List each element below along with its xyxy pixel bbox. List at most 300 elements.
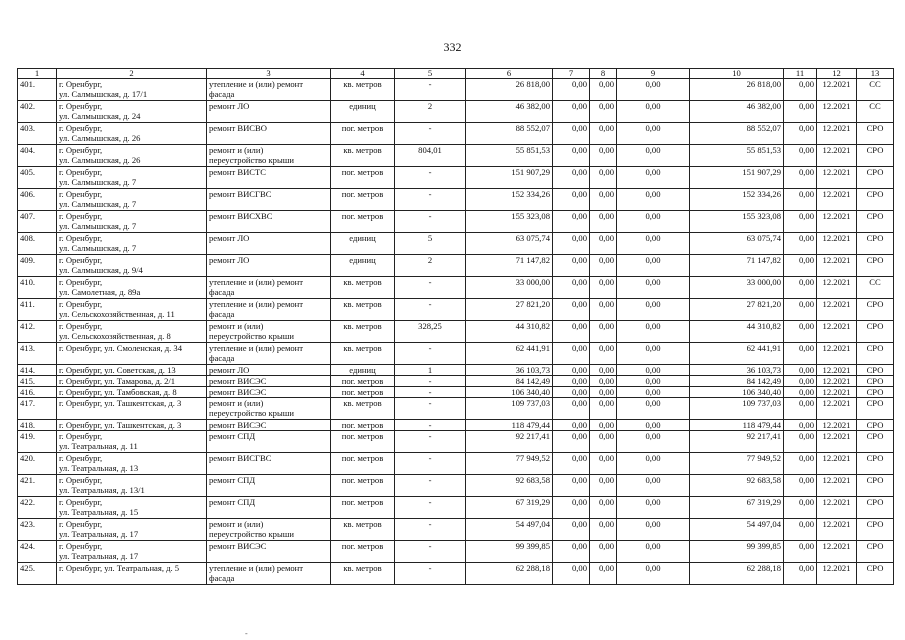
address-line: г. Оренбург, [59, 541, 103, 551]
fund-cell: 0,00 [553, 299, 590, 321]
unit-cell: кв. метров [331, 519, 395, 541]
address-line: г. Оренбург, [59, 453, 103, 463]
work-type-line: фасада [209, 287, 235, 297]
address-line: ул. Театральная, д. 11 [59, 441, 138, 451]
capital-repair-table [17, 68, 894, 585]
address-cell [57, 563, 207, 585]
row-number: 424. [18, 541, 57, 563]
address-cell [57, 343, 207, 365]
unit-cell: пог. метров [331, 189, 395, 211]
table-row [18, 101, 894, 123]
other-funds-cell: 0,00 [784, 376, 817, 387]
work-type-line: фасада [209, 353, 235, 363]
fund-cell: 0,00 [553, 167, 590, 189]
other-funds-cell: 0,00 [784, 145, 817, 167]
quantity-cell: - [395, 211, 466, 233]
fund-cell: 0,00 [617, 376, 690, 387]
fund-cell: 0,00 [617, 233, 690, 255]
fund-cell: 0,00 [590, 387, 617, 398]
other-funds-cell: 0,00 [784, 233, 817, 255]
table-row [18, 376, 894, 387]
column-number: 5 [395, 69, 466, 79]
owner-funds-cell: 118 479,44 [690, 420, 784, 431]
fund-cell: 0,00 [617, 497, 690, 519]
table-row [18, 277, 894, 299]
column-number: 13 [857, 69, 894, 79]
quantity-cell: - [395, 398, 466, 420]
table-row [18, 519, 894, 541]
owner-funds-cell: 84 142,49 [690, 376, 784, 387]
total-cost-cell: 92 683,58 [466, 475, 553, 497]
quantity-cell: - [395, 387, 466, 398]
row-number: 416. [18, 387, 57, 398]
fund-cell: 0,00 [553, 123, 590, 145]
address-line: г. Оренбург, [59, 431, 103, 441]
total-cost-cell: 46 382,00 [466, 101, 553, 123]
address-line: ул. Самолетная, д. 89а [59, 287, 141, 297]
address-cell [57, 475, 207, 497]
work-type-line: ремонт ВИСХВС [209, 211, 273, 221]
total-cost-cell: 92 217,41 [466, 431, 553, 453]
work-type-line: ремонт ВИСЭС [209, 387, 267, 397]
fund-cell: 0,00 [590, 398, 617, 420]
unit-cell: кв. метров [331, 321, 395, 343]
owner-funds-cell: 46 382,00 [690, 101, 784, 123]
period-cell: 12.2021 [817, 398, 857, 420]
table-row [18, 365, 894, 376]
method-cell: СС [857, 101, 894, 123]
row-number: 422. [18, 497, 57, 519]
work-type-line: ремонт ЛО [209, 255, 250, 265]
quantity-cell: - [395, 475, 466, 497]
row-number: 417. [18, 398, 57, 420]
other-funds-cell: 0,00 [784, 398, 817, 420]
work-type-cell [207, 233, 331, 255]
fund-cell: 0,00 [617, 145, 690, 167]
address-line: ул. Салмышская, д. 9/4 [59, 265, 143, 275]
fund-cell: 0,00 [553, 255, 590, 277]
unit-cell: пог. метров [331, 431, 395, 453]
quantity-cell: - [395, 343, 466, 365]
quantity-cell: 2 [395, 255, 466, 277]
fund-cell: 0,00 [590, 123, 617, 145]
column-number: 9 [617, 69, 690, 79]
period-cell: 12.2021 [817, 519, 857, 541]
work-type-cell [207, 211, 331, 233]
row-number: 409. [18, 255, 57, 277]
fund-cell: 0,00 [553, 277, 590, 299]
method-cell: СРО [857, 475, 894, 497]
other-funds-cell: 0,00 [784, 299, 817, 321]
fund-cell: 0,00 [553, 475, 590, 497]
other-funds-cell: 0,00 [784, 255, 817, 277]
fund-cell: 0,00 [590, 497, 617, 519]
table-row [18, 497, 894, 519]
period-cell: 12.2021 [817, 321, 857, 343]
fund-cell: 0,00 [590, 453, 617, 475]
period-cell: 12.2021 [817, 497, 857, 519]
address-line: ул. Театральная, д. 15 [59, 507, 139, 517]
address-line: г. Оренбург, [59, 519, 103, 529]
work-type-line: фасада [209, 309, 235, 319]
other-funds-cell: 0,00 [784, 431, 817, 453]
fund-cell: 0,00 [590, 145, 617, 167]
work-type-cell [207, 365, 331, 376]
address-line: ул. Салмышская, д. 26 [59, 155, 141, 165]
table-row [18, 387, 894, 398]
other-funds-cell: 0,00 [784, 277, 817, 299]
fund-cell: 0,00 [553, 145, 590, 167]
quantity-cell: - [395, 299, 466, 321]
fund-cell: 0,00 [590, 343, 617, 365]
table-row [18, 453, 894, 475]
address-line: ул. Театральная, д. 13 [59, 463, 139, 473]
table-row [18, 167, 894, 189]
row-number: 406. [18, 189, 57, 211]
unit-cell: пог. метров [331, 167, 395, 189]
address-cell [57, 145, 207, 167]
column-number: 4 [331, 69, 395, 79]
total-cost-cell: 44 310,82 [466, 321, 553, 343]
column-number: 12 [817, 69, 857, 79]
owner-funds-cell: 44 310,82 [690, 321, 784, 343]
total-cost-cell: 27 821,20 [466, 299, 553, 321]
address-line: г. Оренбург, ул. Театральная, д. 5 [59, 563, 180, 573]
fund-cell: 0,00 [553, 321, 590, 343]
work-type-cell [207, 541, 331, 563]
fund-cell: 0,00 [553, 233, 590, 255]
unit-cell: кв. метров [331, 343, 395, 365]
owner-funds-cell: 71 147,82 [690, 255, 784, 277]
owner-funds-cell: 151 907,29 [690, 167, 784, 189]
work-type-cell [207, 189, 331, 211]
quantity-cell: - [395, 123, 466, 145]
work-type-cell [207, 398, 331, 420]
address-cell [57, 431, 207, 453]
owner-funds-cell: 77 949,52 [690, 453, 784, 475]
work-type-line: ремонт ВИСВО [209, 123, 267, 133]
work-type-line: ремонт ЛО [209, 101, 250, 111]
row-number: 414. [18, 365, 57, 376]
work-type-cell [207, 321, 331, 343]
row-number: 415. [18, 376, 57, 387]
address-line: г. Оренбург, ул. Советская, д. 13 [59, 365, 176, 375]
work-type-line: ремонт ЛО [209, 365, 250, 375]
address-cell [57, 453, 207, 475]
address-line: г. Оренбург, [59, 277, 103, 287]
quantity-cell: - [395, 189, 466, 211]
period-cell: 12.2021 [817, 145, 857, 167]
address-line: ул. Сельскохозяйственная, д. 8 [59, 331, 171, 341]
row-number: 418. [18, 420, 57, 431]
method-cell: СРО [857, 365, 894, 376]
table-row [18, 211, 894, 233]
quantity-cell: - [395, 541, 466, 563]
address-line: ул. Салмышская, д. 24 [59, 111, 141, 121]
work-type-line: ремонт и (или) [209, 519, 264, 529]
unit-cell: пог. метров [331, 541, 395, 563]
other-funds-cell: 0,00 [784, 79, 817, 101]
method-cell: СРО [857, 398, 894, 420]
table-row [18, 233, 894, 255]
column-number: 10 [690, 69, 784, 79]
fund-cell: 0,00 [553, 211, 590, 233]
address-line: г. Оренбург, [59, 497, 103, 507]
column-number: 2 [57, 69, 207, 79]
fund-cell: 0,00 [617, 519, 690, 541]
quantity-cell: 1 [395, 365, 466, 376]
address-cell [57, 420, 207, 431]
fund-cell: 0,00 [617, 189, 690, 211]
work-type-line: переустройство крыши [209, 331, 294, 341]
work-type-line: утепление и (или) ремонт [209, 563, 304, 573]
row-number: 410. [18, 277, 57, 299]
address-cell [57, 189, 207, 211]
unit-cell: пог. метров [331, 420, 395, 431]
address-cell [57, 387, 207, 398]
method-cell: СРО [857, 343, 894, 365]
period-cell: 12.2021 [817, 420, 857, 431]
work-type-line: утепление и (или) ремонт [209, 79, 304, 89]
address-cell [57, 233, 207, 255]
quantity-cell: - [395, 497, 466, 519]
unit-cell: кв. метров [331, 145, 395, 167]
address-cell [57, 398, 207, 420]
fund-cell: 0,00 [590, 519, 617, 541]
method-cell: СРО [857, 189, 894, 211]
quantity-cell: 2 [395, 101, 466, 123]
address-line: ул. Театральная, д. 17 [59, 529, 139, 539]
fund-cell: 0,00 [617, 343, 690, 365]
work-type-cell [207, 255, 331, 277]
total-cost-cell: 88 552,07 [466, 123, 553, 145]
period-cell: 12.2021 [817, 299, 857, 321]
work-type-line: ремонт ЛО [209, 233, 250, 243]
row-number: 421. [18, 475, 57, 497]
other-funds-cell: 0,00 [784, 387, 817, 398]
period-cell: 12.2021 [817, 563, 857, 585]
period-cell: 12.2021 [817, 277, 857, 299]
other-funds-cell: 0,00 [784, 189, 817, 211]
work-type-line: ремонт СПД [209, 475, 256, 485]
address-cell [57, 211, 207, 233]
unit-cell: единиц [331, 365, 395, 376]
quantity-cell: - [395, 79, 466, 101]
address-line: г. Оренбург, [59, 101, 103, 111]
work-type-cell [207, 431, 331, 453]
work-type-cell [207, 167, 331, 189]
unit-cell: пог. метров [331, 453, 395, 475]
total-cost-cell: 106 340,40 [466, 387, 553, 398]
method-cell: СРО [857, 519, 894, 541]
period-cell: 12.2021 [817, 167, 857, 189]
fund-cell: 0,00 [553, 453, 590, 475]
address-cell [57, 497, 207, 519]
address-cell [57, 519, 207, 541]
fund-cell: 0,00 [553, 563, 590, 585]
fund-cell: 0,00 [617, 321, 690, 343]
address-line: г. Оренбург, ул. Ташкентская, д. 3 [59, 420, 182, 430]
fund-cell: 0,00 [617, 167, 690, 189]
fund-cell: 0,00 [617, 79, 690, 101]
owner-funds-cell: 67 319,29 [690, 497, 784, 519]
fund-cell: 0,00 [617, 431, 690, 453]
total-cost-cell: 26 818,00 [466, 79, 553, 101]
work-type-line: фасада [209, 573, 235, 583]
column-number: 3 [207, 69, 331, 79]
period-cell: 12.2021 [817, 431, 857, 453]
address-line: г. Оренбург, [59, 123, 103, 133]
fund-cell: 0,00 [553, 365, 590, 376]
fund-cell: 0,00 [617, 277, 690, 299]
owner-funds-cell: 155 323,08 [690, 211, 784, 233]
address-line: ул. Сельскохозяйственная, д. 11 [59, 309, 175, 319]
method-cell: СРО [857, 431, 894, 453]
address-cell [57, 321, 207, 343]
fund-cell: 0,00 [590, 365, 617, 376]
period-cell: 12.2021 [817, 123, 857, 145]
fund-cell: 0,00 [590, 475, 617, 497]
other-funds-cell: 0,00 [784, 453, 817, 475]
address-line: ул. Салмышская, д. 17/1 [59, 89, 148, 99]
work-type-cell [207, 145, 331, 167]
total-cost-cell: 151 907,29 [466, 167, 553, 189]
owner-funds-cell: 152 334,26 [690, 189, 784, 211]
row-number: 401. [18, 79, 57, 101]
address-line: ул. Театральная, д. 17 [59, 551, 139, 561]
work-type-cell [207, 387, 331, 398]
address-line: ул. Салмышская, д. 7 [59, 243, 137, 253]
method-cell: СРО [857, 420, 894, 431]
total-cost-cell: 55 851,53 [466, 145, 553, 167]
unit-cell: кв. метров [331, 398, 395, 420]
address-cell [57, 123, 207, 145]
row-number: 412. [18, 321, 57, 343]
quantity-cell: - [395, 167, 466, 189]
method-cell: СРО [857, 145, 894, 167]
owner-funds-cell: 36 103,73 [690, 365, 784, 376]
fund-cell: 0,00 [617, 387, 690, 398]
address-cell [57, 255, 207, 277]
total-cost-cell: 77 949,52 [466, 453, 553, 475]
total-cost-cell: 54 497,04 [466, 519, 553, 541]
fund-cell: 0,00 [617, 420, 690, 431]
method-cell: СРО [857, 211, 894, 233]
fund-cell: 0,00 [553, 343, 590, 365]
fund-cell: 0,00 [590, 167, 617, 189]
period-cell: 12.2021 [817, 101, 857, 123]
work-type-line: переустройство крыши [209, 529, 294, 539]
method-cell: СРО [857, 123, 894, 145]
table-row [18, 299, 894, 321]
row-number: 425. [18, 563, 57, 585]
fund-cell: 0,00 [617, 123, 690, 145]
method-cell: СРО [857, 321, 894, 343]
owner-funds-cell: 62 441,91 [690, 343, 784, 365]
fund-cell: 0,00 [553, 387, 590, 398]
address-cell [57, 277, 207, 299]
work-type-line: ремонт ВИСТС [209, 167, 267, 177]
fund-cell: 0,00 [553, 79, 590, 101]
work-type-line: ремонт ВИСГВС [209, 189, 272, 199]
unit-cell: единиц [331, 101, 395, 123]
row-number: 407. [18, 211, 57, 233]
table-row [18, 145, 894, 167]
other-funds-cell: 0,00 [784, 211, 817, 233]
fund-cell: 0,00 [617, 398, 690, 420]
unit-cell: пог. метров [331, 211, 395, 233]
column-number-row [18, 69, 894, 79]
address-line: г. Оренбург, [59, 299, 103, 309]
quantity-cell: 5 [395, 233, 466, 255]
other-funds-cell: 0,00 [784, 563, 817, 585]
work-type-line: утепление и (или) ремонт [209, 277, 304, 287]
work-type-line: утепление и (или) ремонт [209, 299, 304, 309]
owner-funds-cell: 99 399,85 [690, 541, 784, 563]
fund-cell: 0,00 [553, 519, 590, 541]
work-type-cell [207, 475, 331, 497]
quantity-cell: - [395, 376, 466, 387]
work-type-cell [207, 343, 331, 365]
row-number: 420. [18, 453, 57, 475]
method-cell: СРО [857, 541, 894, 563]
period-cell: 12.2021 [817, 255, 857, 277]
fund-cell: 0,00 [590, 376, 617, 387]
table-row [18, 541, 894, 563]
row-number: 423. [18, 519, 57, 541]
owner-funds-cell: 27 821,20 [690, 299, 784, 321]
work-type-line: ремонт СПД [209, 497, 256, 507]
column-number: 7 [553, 69, 590, 79]
method-cell: СС [857, 277, 894, 299]
table-row [18, 431, 894, 453]
total-cost-cell: 155 323,08 [466, 211, 553, 233]
address-line: ул. Салмышская, д. 7 [59, 177, 137, 187]
total-cost-cell: 152 334,26 [466, 189, 553, 211]
table-row [18, 343, 894, 365]
owner-funds-cell: 55 851,53 [690, 145, 784, 167]
work-type-line: ремонт ВИСЭС [209, 541, 267, 551]
table-row [18, 321, 894, 343]
total-cost-cell: 67 319,29 [466, 497, 553, 519]
fund-cell: 0,00 [590, 321, 617, 343]
fund-cell: 0,00 [617, 475, 690, 497]
work-type-line: фасада [209, 89, 235, 99]
work-type-cell [207, 101, 331, 123]
work-type-line: ремонт ВИСЭС [209, 420, 267, 430]
period-cell: 12.2021 [817, 189, 857, 211]
work-type-cell [207, 563, 331, 585]
owner-funds-cell: 62 288,18 [690, 563, 784, 585]
total-cost-cell: 84 142,49 [466, 376, 553, 387]
work-type-line: ремонт СПД [209, 431, 256, 441]
address-line: г. Оренбург, ул. Тамбовская, д. 8 [59, 387, 177, 397]
work-type-line: ремонт ВИСГВС [209, 453, 272, 463]
unit-cell: кв. метров [331, 563, 395, 585]
unit-cell: пог. метров [331, 376, 395, 387]
period-cell: 12.2021 [817, 387, 857, 398]
table-row [18, 79, 894, 101]
work-type-line: переустройство крыши [209, 155, 294, 165]
total-cost-cell: 99 399,85 [466, 541, 553, 563]
row-number: 408. [18, 233, 57, 255]
work-type-cell [207, 299, 331, 321]
row-number: 413. [18, 343, 57, 365]
other-funds-cell: 0,00 [784, 497, 817, 519]
other-funds-cell: 0,00 [784, 420, 817, 431]
table-row [18, 255, 894, 277]
row-number: 419. [18, 431, 57, 453]
